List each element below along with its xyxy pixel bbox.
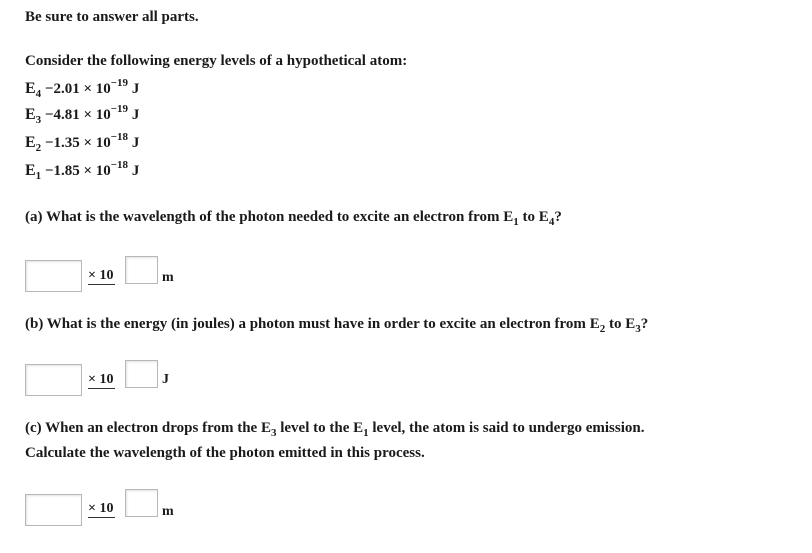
energy-level-e2 [25, 131, 140, 154]
intro-text: Consider the following energy levels of a hypothetical atom: [25, 53, 408, 69]
times-ten-label: × 10 [88, 268, 114, 283]
level-mantissa: −1.85 × 10 [44, 163, 111, 179]
unit-label: m [162, 504, 174, 519]
question-a-text: (a) What is the wavelength of the photon needed to excite an electron from [25, 209, 504, 225]
level-subscript: 4 [35, 88, 42, 100]
energy-level-e1 [25, 159, 140, 182]
question-c-mid: level to the [276, 420, 354, 436]
level-mantissa: −4.81 × 10 [44, 107, 111, 123]
from-subscript: 2 [599, 323, 606, 335]
question-a [25, 209, 562, 226]
from-subscript: 3 [270, 427, 277, 439]
level-symbol: E [25, 106, 36, 123]
level-mantissa: −2.01 × 10 [44, 81, 111, 97]
level-symbol: E [25, 134, 36, 151]
to-subscript: 3 [635, 323, 641, 335]
level-subscript: 3 [35, 114, 42, 126]
question-a-end: ? [554, 209, 562, 225]
answer-c-mantissa-input[interactable] [25, 494, 82, 526]
answer-b-exponent-input[interactable] [125, 360, 158, 388]
level-unit: J [131, 163, 140, 179]
question-c-line2: Calculate the wavelength of the photon emitted in this process. [25, 445, 425, 461]
instruction-text: Be sure to answer all parts. [25, 9, 199, 25]
level-mantissa: −1.35 × 10 [44, 135, 111, 151]
question-c [25, 420, 644, 437]
to-subscript: 4 [548, 216, 555, 228]
energy-symbol: E [503, 209, 514, 225]
energy-symbol: E [353, 420, 364, 436]
unit-label: m [162, 270, 174, 285]
energy-level-e3 [25, 103, 140, 126]
from-subscript: 1 [513, 216, 519, 228]
question-b-text: (b) What is the energy (in joules) a photon must have in order to excite an electron from [25, 316, 590, 332]
level-exponent: −18 [110, 131, 129, 143]
level-subscript: 1 [35, 170, 42, 182]
level-unit: J [131, 81, 140, 97]
question-b-to: to [605, 316, 626, 332]
question-c-end: level, the atom is said to undergo emission. [368, 420, 645, 436]
energy-symbol: E [260, 420, 271, 436]
energy-symbol: E [625, 316, 636, 332]
energy-symbol: E [589, 316, 600, 332]
times-ten-label: × 10 [88, 501, 114, 516]
question-a-to: to [518, 209, 539, 225]
answer-c-exponent-input[interactable] [125, 489, 158, 517]
level-exponent: −18 [110, 159, 129, 171]
level-exponent: −19 [110, 103, 129, 115]
level-unit: J [131, 107, 140, 123]
question-b [25, 316, 648, 333]
energy-symbol: E [538, 209, 549, 225]
times-ten-label: × 10 [88, 372, 114, 387]
level-subscript: 2 [35, 142, 42, 154]
question-c-text: (c) When an electron drops from the [25, 420, 261, 436]
answer-b-mantissa-input[interactable] [25, 364, 82, 396]
level-symbol: E [25, 80, 36, 97]
level-exponent: −19 [110, 77, 129, 89]
to-subscript: 1 [363, 427, 369, 439]
energy-level-e4 [25, 77, 140, 100]
level-unit: J [131, 135, 140, 151]
answer-a-mantissa-input[interactable] [25, 260, 82, 292]
question-b-end: ? [640, 316, 649, 332]
unit-label: J [162, 372, 169, 387]
level-symbol: E [25, 162, 36, 179]
answer-a-exponent-input[interactable] [125, 256, 158, 284]
